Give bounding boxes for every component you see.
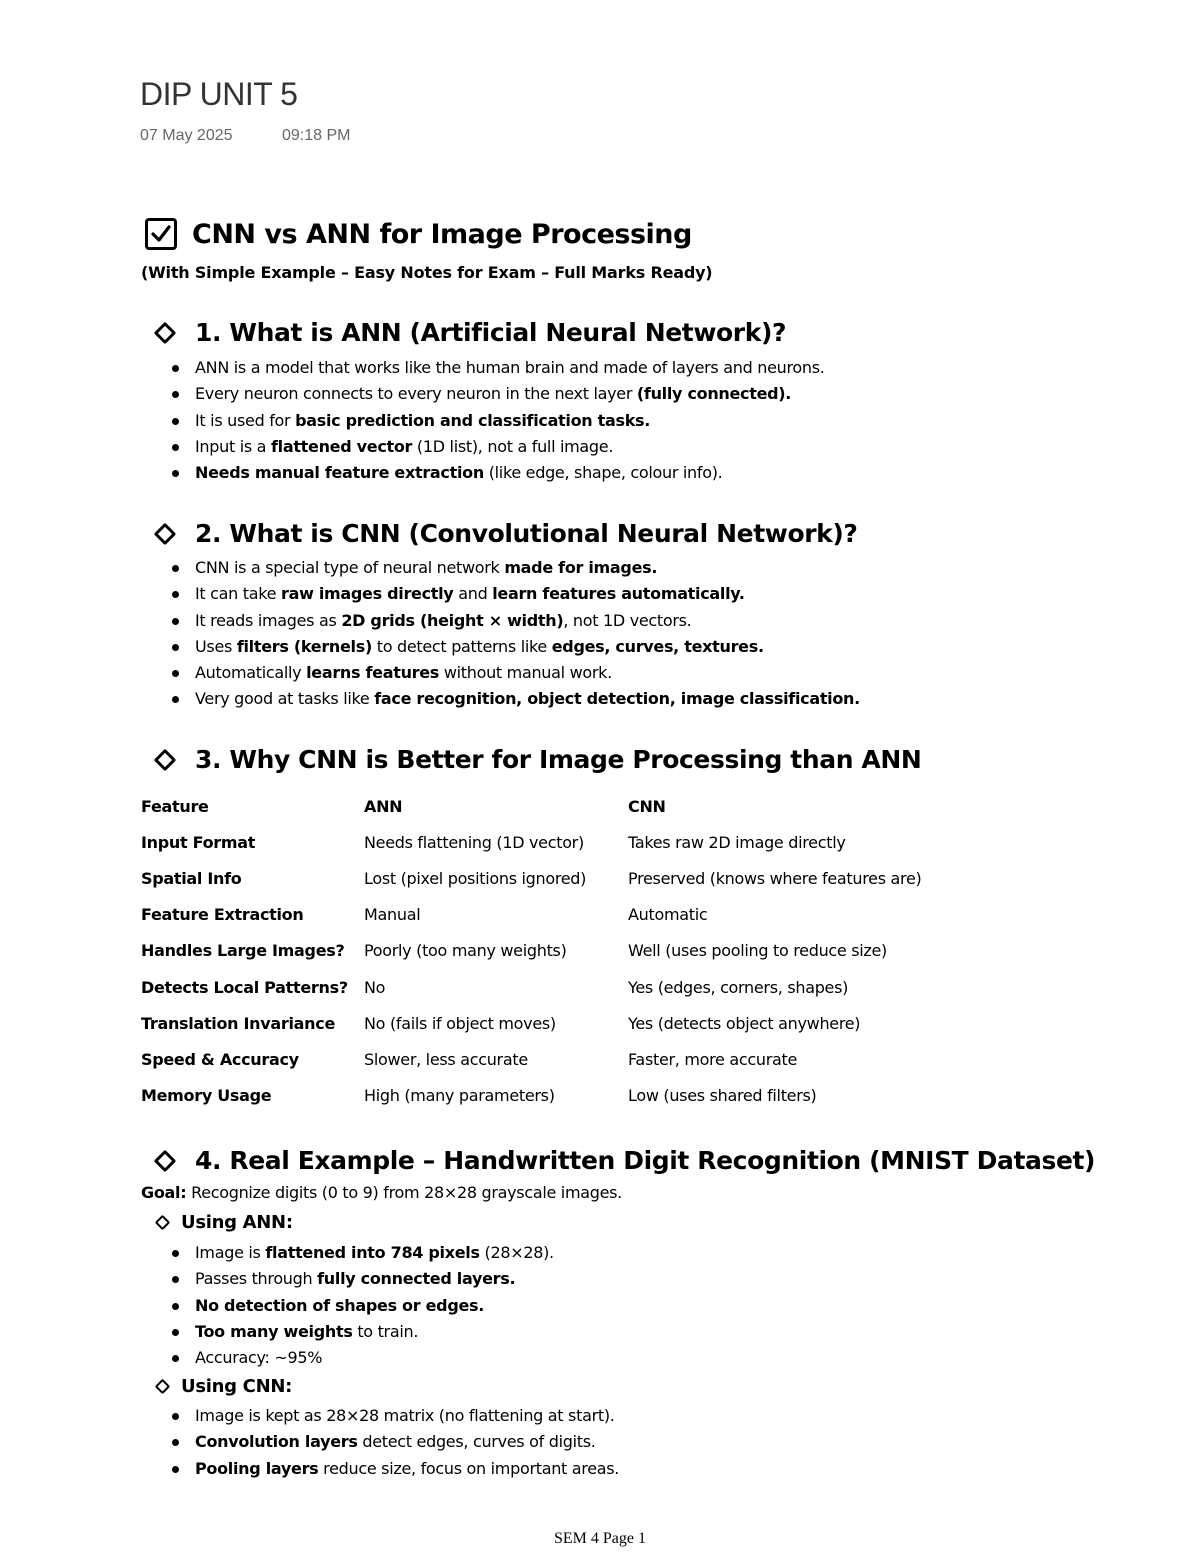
table-cell: High (many parameters) [364,1086,555,1106]
main-heading-text: CNN vs ANN for Image Processing [192,218,692,250]
list-item: Too many weights to train. [170,1319,554,1345]
table-row [141,933,921,969]
section-heading-text: 1. What is ANN (Artificial Neural Network)? [195,318,787,347]
diamond-bullet-icon [154,522,177,545]
list-item: It can take raw images directly and learn features automatically. [170,581,860,607]
goal-line: Goal: Recognize digits (0 to 9) from 28×28 grayscale images. [141,1183,622,1202]
table-row [141,969,921,1005]
list-item: Every neuron connects to every neuron in the next layer (fully connected). [170,381,825,407]
table-cell: Feature Extraction [141,905,304,925]
diamond-bullet-icon [154,748,177,771]
list-item: ANN is a model that works like the human brain and made of layers and neurons. [170,355,825,381]
list-item: Image is flattened into 784 pixels (28×28). [170,1240,554,1266]
table-cell: Low (uses shared filters) [628,1086,817,1106]
table-cell: Takes raw 2D image directly [628,832,846,852]
main-subtitle: (With Simple Example – Easy Notes for Exam – Full Marks Ready) [141,263,713,282]
table-cell: Handles Large Images? [141,941,345,961]
main-heading [145,218,692,250]
table-cell: Spatial Info [141,868,242,888]
table-row [141,824,921,860]
list-item: Passes through fully connected layers. [170,1266,554,1292]
table-cell: Memory Usage [141,1086,272,1106]
table-row [141,860,921,896]
section-heading-text: 2. What is CNN (Convolutional Neural Network)? [195,519,858,548]
list-item: Pooling layers reduce size, focus on important areas. [170,1456,619,1482]
diamond-bullet-icon [155,1215,171,1231]
page-footer: SEM 4 Page 1 [554,1530,646,1547]
table-header-cell: ANN [364,796,403,816]
table-cell: Manual [364,905,421,925]
list-item: Needs manual feature extraction (like edge, shape, colour info). [170,460,825,486]
list-item: Image is kept as 28×28 matrix (no flattening at start). [170,1403,619,1429]
diamond-bullet-icon [155,1379,171,1395]
table-header-cell: CNN [628,796,666,816]
table-cell: Preserved (knows where features are) [628,868,922,888]
table-cell: Poorly (too many weights) [364,941,567,961]
section-4-heading [155,1146,1095,1175]
section-2-list [170,555,860,713]
table-cell: Needs flattening (1D vector) [364,832,584,852]
list-item: No detection of shapes or edges. [170,1293,554,1319]
using-ann-heading: Using ANN: [155,1212,293,1233]
checkbox-icon [145,218,177,250]
table-header-cell: Feature [141,796,209,816]
table-row [141,1078,921,1114]
diamond-bullet-icon [154,1149,177,1172]
table-cell: Speed & Accuracy [141,1049,299,1069]
table-cell: Faster, more accurate [628,1049,798,1069]
list-item: CNN is a special type of neural network made for images. [170,555,860,581]
table-header-row [141,788,921,824]
list-item: It reads images as 2D grids (height × width), not 1D vectors. [170,608,860,634]
list-item: Accuracy: ~95% [170,1345,554,1371]
list-item: Very good at tasks like face recognition, object detection, image classification. [170,686,860,712]
table-cell: Automatic [628,905,708,925]
page-title: DIP UNIT 5 [140,76,298,112]
comparison-table [141,788,921,1114]
table-cell: No (fails if object moves) [364,1013,556,1033]
table-row [141,1041,921,1077]
list-item: Automatically learns features without manual work. [170,660,860,686]
section-1-heading [155,318,786,347]
table-cell: Translation Invariance [141,1013,335,1033]
table-cell: No [364,977,386,997]
table-cell: Slower, less accurate [364,1049,528,1069]
diamond-bullet-icon [154,321,177,344]
section-1-list [170,355,825,486]
section-2-heading [155,519,858,548]
cnn-example-list [170,1403,619,1482]
section-3-heading [155,745,921,774]
table-cell: Lost (pixel positions ignored) [364,868,587,888]
note-date: 07 May 2025 [140,127,233,144]
table-row [141,897,921,933]
list-item: Uses filters (kernels) to detect patterns like edges, curves, textures. [170,634,860,660]
table-row [141,1005,921,1041]
note-time: 09:18 PM [282,127,351,144]
table-cell: Detects Local Patterns? [141,977,348,997]
list-item: Input is a flattened vector (1D list), not a full image. [170,434,825,460]
table-cell: Well (uses pooling to reduce size) [628,941,888,961]
table-cell: Yes (edges, corners, shapes) [628,977,849,997]
table-cell: Input Format [141,832,256,852]
section-heading-text: 4. Real Example – Handwritten Digit Recognition (MNIST Dataset) [195,1146,1096,1175]
using-cnn-heading: Using CNN: [155,1376,292,1397]
ann-example-list [170,1240,554,1371]
table-cell: Yes (detects object anywhere) [628,1013,861,1033]
list-item: It is used for basic prediction and classification tasks. [170,408,825,434]
section-heading-text: 3. Why CNN is Better for Image Processing than ANN [195,745,922,774]
list-item: Convolution layers detect edges, curves of digits. [170,1429,619,1455]
